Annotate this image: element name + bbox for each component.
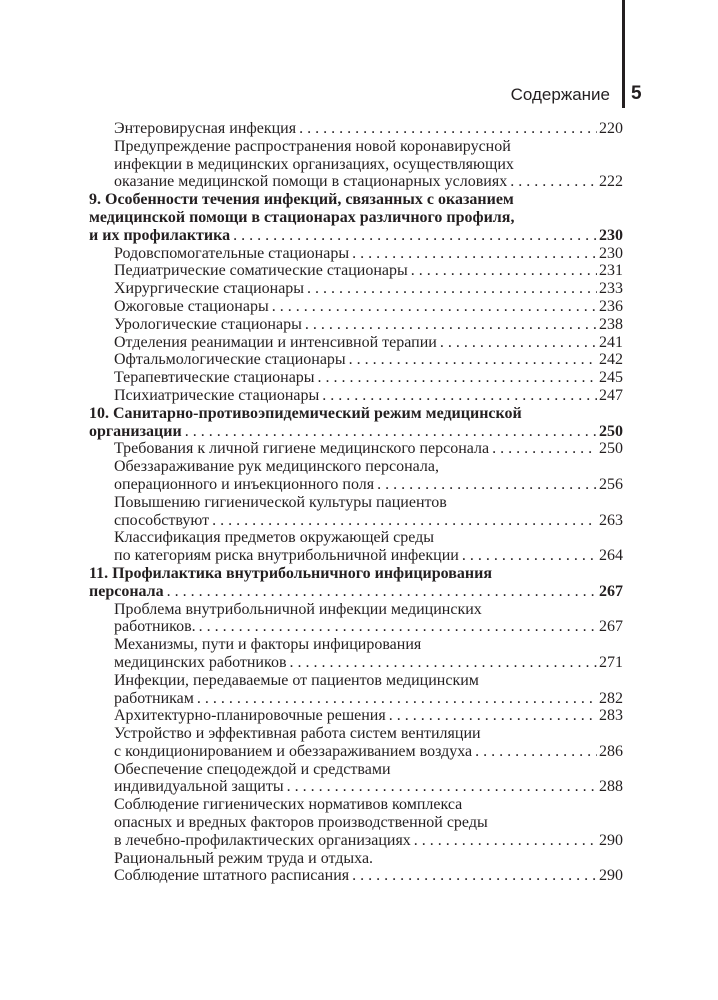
- toc-section: [0, 601, 718, 637]
- dot-leader: [233, 227, 597, 245]
- toc-line: [0, 156, 623, 174]
- toc-line: [0, 743, 623, 761]
- toc-line: [0, 227, 623, 245]
- toc-page-number: 247: [599, 386, 623, 404]
- dot-leader: [272, 298, 597, 316]
- toc-page-number: 230: [599, 244, 623, 262]
- toc-page-number: 286: [599, 742, 623, 760]
- toc-section: [0, 440, 718, 458]
- toc-entry-text: и их профилактика: [89, 226, 231, 244]
- toc-page-number: 250: [599, 422, 623, 440]
- toc-chapter: [0, 191, 718, 244]
- toc-section: [0, 494, 718, 530]
- toc-chapter: [0, 565, 718, 601]
- dot-leader: [352, 867, 597, 885]
- toc-entry-text: оказание медицинской помощи в стационарных условиях: [114, 173, 508, 191]
- header-rule: [622, 0, 625, 108]
- toc-section: [0, 280, 718, 298]
- toc-section: [0, 245, 718, 263]
- dot-leader: [411, 262, 597, 280]
- toc-entry-text: организации: [89, 422, 182, 440]
- table-of-contents: [0, 120, 718, 885]
- toc-line: [0, 867, 623, 885]
- toc-line: [0, 636, 623, 654]
- dot-leader: [492, 440, 597, 458]
- dot-leader: [307, 280, 597, 298]
- toc-section: [0, 298, 718, 316]
- toc-line: [0, 280, 623, 298]
- toc-entry-text: Родовспомогательные стационары: [114, 244, 350, 262]
- dot-leader: [185, 423, 597, 441]
- dot-leader: [199, 618, 597, 636]
- dot-leader: [287, 778, 597, 796]
- toc-entry-text: Рациональный режим труда и отдыха.: [114, 849, 374, 867]
- toc-section: [0, 351, 718, 369]
- toc-section: [0, 369, 718, 387]
- toc-entry-text: инфекции в медицинских организациях, осуществляющих: [114, 155, 514, 173]
- toc-line: [0, 351, 623, 369]
- toc-line: [0, 120, 623, 138]
- toc-line: [0, 690, 623, 708]
- dot-leader: [475, 743, 597, 761]
- toc-section: [0, 672, 718, 708]
- toc-entry-text: Урологические стационары: [114, 315, 302, 333]
- toc-page-number: 222: [599, 173, 623, 191]
- dot-leader: [352, 245, 597, 263]
- toc-page-number: 231: [599, 262, 623, 280]
- toc-entry-text: Педиатрические соматические стационары: [114, 262, 408, 280]
- toc-line: [0, 423, 623, 441]
- toc-entry-text: по категориям риска внутрибольничной инфекции: [114, 547, 459, 565]
- toc-section: [0, 262, 718, 280]
- toc-entry-text: Хирургические стационары: [114, 280, 305, 298]
- dot-leader: [377, 476, 597, 494]
- toc-entry-text: Инфекции, передаваемые от пациентов медицинским: [114, 671, 479, 689]
- dot-leader: [167, 583, 597, 601]
- toc-entry-text: 11. Профилактика внутрибольничного инфицирования: [89, 564, 492, 582]
- toc-line: [0, 618, 623, 636]
- toc-entry-text: в лечебно-профилактических организациях: [114, 831, 411, 849]
- toc-section: [0, 120, 718, 138]
- toc-line: [0, 209, 623, 227]
- toc-entry-text: Терапевтические стационары: [114, 369, 315, 387]
- toc-page-number: 242: [599, 351, 623, 369]
- toc-line: [0, 440, 623, 458]
- toc-section: [0, 636, 718, 672]
- toc-page-number: 233: [599, 280, 623, 298]
- toc-section: [0, 725, 718, 761]
- toc-entry-text: работников.: [114, 618, 196, 636]
- toc-section: [0, 850, 718, 868]
- toc-entry-text: Архитектурно-планировочные решения: [114, 707, 386, 725]
- toc-page-number: 241: [599, 333, 623, 351]
- toc-line: [0, 173, 623, 191]
- dot-leader: [305, 316, 597, 334]
- toc-page-number: 282: [599, 689, 623, 707]
- toc-line: [0, 707, 623, 725]
- toc-line: [0, 298, 623, 316]
- toc-entry-text: персонала: [89, 582, 164, 600]
- dot-leader: [197, 690, 597, 708]
- toc-line: [0, 529, 623, 547]
- toc-entry-text: Механизмы, пути и факторы инфицирования: [114, 636, 422, 654]
- toc-line: [0, 316, 623, 334]
- toc-line: [0, 654, 623, 672]
- toc-page-number: 264: [599, 547, 623, 565]
- dot-leader: [440, 334, 597, 352]
- toc-line: [0, 832, 623, 850]
- toc-page-number: 267: [599, 618, 623, 636]
- toc-page-number: 283: [599, 707, 623, 725]
- toc-section: [0, 138, 718, 191]
- toc-line: [0, 814, 623, 832]
- dot-leader: [414, 832, 597, 850]
- toc-line: [0, 565, 623, 583]
- toc-line: [0, 672, 623, 690]
- toc-page-number: 256: [599, 475, 623, 493]
- toc-entry-text: Отделения реанимации и интенсивной терапии: [114, 333, 437, 351]
- dot-leader: [462, 547, 597, 565]
- toc-section: [0, 867, 718, 885]
- toc-line: [0, 547, 623, 565]
- toc-line: [0, 138, 623, 156]
- toc-line: [0, 405, 623, 423]
- toc-line: [0, 245, 623, 263]
- toc-line: [0, 191, 623, 209]
- toc-line: [0, 778, 623, 796]
- toc-section: [0, 387, 718, 405]
- toc-chapter: [0, 405, 718, 441]
- toc-line: [0, 512, 623, 530]
- toc-entry-text: Психиатрические стационары: [114, 386, 320, 404]
- toc-entry-text: Устройство и эффективная работа систем вентиляции: [114, 725, 481, 743]
- toc-line: [0, 725, 623, 743]
- toc-entry-text: 10. Санитарно-противоэпидемический режим медицинской: [89, 404, 522, 422]
- toc-entry-text: Ожоговые стационары: [114, 297, 269, 315]
- toc-entry-text: Обеспечение спецодеждой и средствами: [114, 760, 391, 778]
- dot-leader: [349, 351, 597, 369]
- toc-line: [0, 601, 623, 619]
- toc-line: [0, 850, 623, 868]
- toc-entry-text: работникам: [114, 689, 194, 707]
- toc-entry-text: Соблюдение штатного расписания: [114, 867, 350, 885]
- toc-line: [0, 369, 623, 387]
- toc-page-number: 290: [599, 867, 623, 885]
- toc-page-number: 288: [599, 778, 623, 796]
- page-number: 5: [631, 83, 642, 104]
- toc-entry-text: медицинской помощи в стационарах различного профиля,: [89, 208, 515, 226]
- toc-entry-text: 9. Особенности течения инфекций, связанных с оказанием: [89, 191, 514, 209]
- toc-line: [0, 494, 623, 512]
- toc-entry-text: Требования к личной гигиене медицинского персонала: [114, 440, 490, 458]
- toc-entry-text: Энтеровирусная инфекция: [114, 120, 297, 137]
- toc-section: [0, 529, 718, 565]
- dot-leader: [322, 387, 597, 405]
- toc-entry-text: Классификация предметов окружающей среды: [114, 529, 435, 547]
- toc-entry-text: Офтальмологические стационары: [114, 351, 346, 369]
- toc-entry-text: Проблема внутрибольничной инфекции медицинских: [114, 600, 482, 618]
- toc-line: [0, 583, 623, 601]
- toc-line: [0, 387, 623, 405]
- toc-entry-text: с кондиционированием и обеззараживанием воздуха: [114, 742, 473, 760]
- dot-leader: [318, 369, 597, 387]
- toc-section: [0, 458, 718, 494]
- dot-leader: [212, 512, 597, 530]
- dot-leader: [389, 707, 597, 725]
- toc-line: [0, 476, 623, 494]
- toc-entry-text: операционного и инъекционного поля: [114, 475, 375, 493]
- toc-section: [0, 316, 718, 334]
- toc-entry-text: Повышению гигиенической культуры пациентов: [114, 493, 447, 511]
- toc-page-number: 236: [599, 297, 623, 315]
- toc-entry-text: способствуют: [114, 511, 210, 529]
- toc-page-number: 220: [599, 120, 623, 137]
- toc-page-number: 271: [599, 653, 623, 671]
- toc-entry-text: индивидуальной защиты: [114, 778, 284, 796]
- toc-entry-text: опасных и вредных факторов производственной среды: [114, 814, 488, 832]
- toc-section: [0, 707, 718, 725]
- toc-line: [0, 761, 623, 779]
- toc-page-number: 238: [599, 315, 623, 333]
- toc-page-number: 290: [599, 831, 623, 849]
- toc-section: [0, 761, 718, 797]
- toc-line: [0, 334, 623, 352]
- dot-leader: [510, 173, 597, 191]
- dot-leader: [290, 654, 597, 672]
- dot-leader: [299, 120, 597, 138]
- running-header-title: Содержание: [510, 85, 610, 104]
- toc-page-number: 250: [599, 440, 623, 458]
- toc-entry-text: Обеззараживание рук медицинского персонала,: [114, 458, 439, 476]
- toc-page-number: 245: [599, 369, 623, 387]
- toc-entry-text: Предупреждение распространения новой коронавирусной: [114, 137, 511, 155]
- toc-line: [0, 796, 623, 814]
- toc-page-number: 263: [599, 511, 623, 529]
- toc-section: [0, 796, 718, 849]
- toc-page-number: 230: [599, 226, 623, 244]
- toc-line: [0, 458, 623, 476]
- toc-line: [0, 262, 623, 280]
- toc-page-number: 267: [599, 582, 623, 600]
- toc-entry-text: Соблюдение гигиенических нормативов комплекса: [114, 796, 463, 814]
- toc-section: [0, 334, 718, 352]
- toc-entry-text: медицинских работников: [114, 653, 287, 671]
